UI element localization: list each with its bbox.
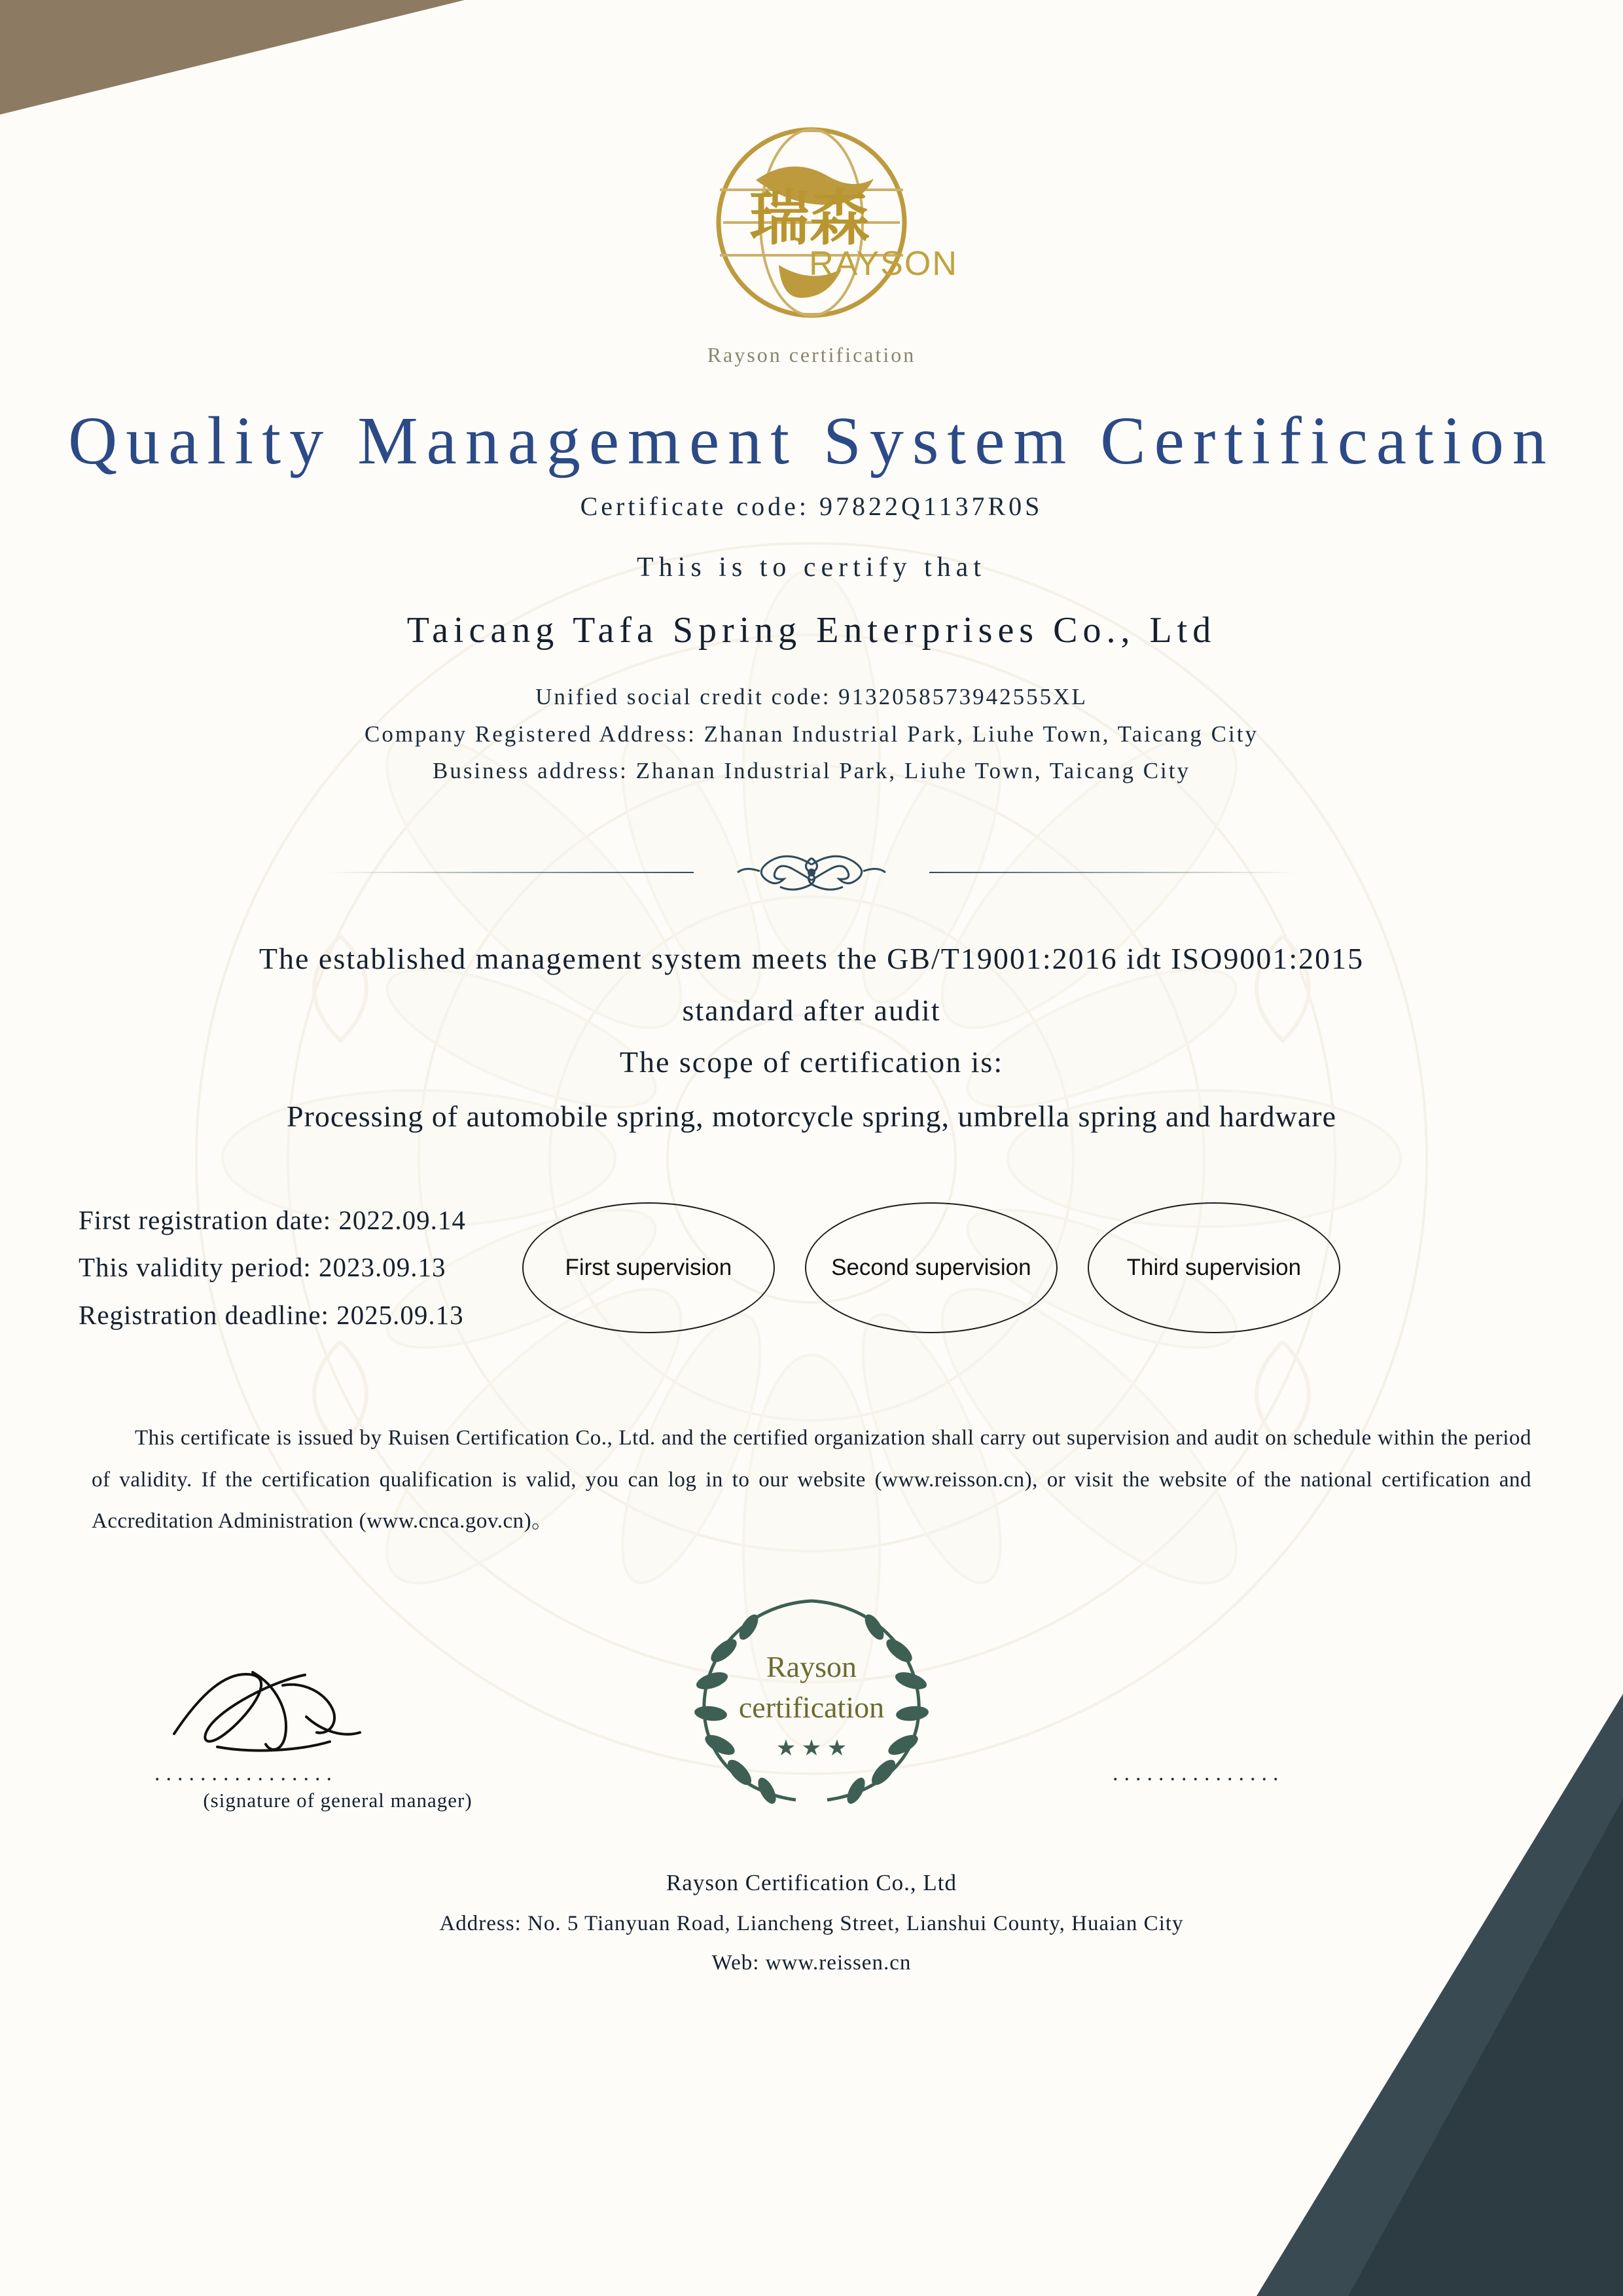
seal-line-2: certification [738, 1691, 885, 1725]
footer-organization: Rayson Certification Co., Ltd [666, 1870, 957, 1896]
supervision-area-first: First supervision [522, 1202, 775, 1333]
certification-scope: Processing of automobile spring, motorcycle spring, umbrella spring and hardware [286, 1099, 1337, 1133]
footer-web: Web: www.reissen.cn [711, 1951, 912, 1975]
statement-line-1: The established management system meets the GB/T19001:2016 idt ISO9001:2015 [259, 942, 1364, 976]
credit-code: Unified social credit code: 9132058573942555XL [535, 684, 1088, 710]
signature-dotted-line: ................ [154, 1761, 338, 1786]
footer-address: Address: No. 5 Tianyuan Road, Liancheng Street, Lianshui County, Huaian City [439, 1912, 1184, 1936]
brand-logo [0, 118, 1623, 367]
logo-caption: Rayson certification [707, 343, 916, 367]
divider-flourish-icon [704, 849, 919, 895]
supervision-stamp-areas [522, 1202, 1340, 1333]
registered-address: Company Registered Address: Zhanan Industrial Park, Liuhe Town, Taicang City [365, 721, 1258, 747]
supervision-area-second: Second supervision [805, 1202, 1058, 1333]
logo-latin-mark: RAYSON [809, 245, 958, 283]
validity-period: This validity period: 2023.09.13 [79, 1252, 446, 1283]
statement-line-3: The scope of certification is: [619, 1045, 1004, 1079]
certificate-code: Certificate code: 97822Q1137R0S [580, 492, 1043, 522]
logo-chinese-mark: 瑞森 [749, 185, 870, 252]
certify-statement: This is to certify that [637, 552, 986, 583]
page-title: Quality Management System Certification [68, 403, 1555, 478]
seal-stars: ★ ★ ★ [776, 1736, 847, 1761]
first-registration-date: First registration date: 2022.09.14 [79, 1204, 466, 1235]
seal-line-1: Rayson [766, 1650, 857, 1684]
handwritten-signature [154, 1655, 429, 1773]
divider-rule-left [327, 872, 694, 873]
divider-rule-right [929, 872, 1296, 873]
rayson-globe-icon [658, 118, 965, 334]
registration-deadline: Registration deadline: 2025.09.13 [79, 1300, 464, 1331]
stamp-dotted-line: ............... [1113, 1761, 1285, 1786]
date-block [79, 1196, 466, 1340]
business-address: Business address: Zhanan Industrial Park, Liuhe Town, Taicang City [432, 758, 1191, 784]
footer-block [0, 1862, 1623, 1982]
supervision-area-third: Third supervision [1088, 1202, 1340, 1333]
statement-line-2: standard after audit [682, 994, 941, 1028]
ornamental-divider [327, 849, 1296, 895]
signature-caption: (signature of general manager) [203, 1789, 473, 1812]
company-name: Taicang Tafa Spring Enterprises Co., Ltd [406, 610, 1217, 651]
certificate-note: This certificate is issued by Ruisen Certification Co., Ltd. and the certified organization shall carry out supervision and audit on schedule within the period of validity. If the certification qualification is valid, you can log in to our website (www.reisson.cn), or visit the website of the national certification and Accreditation Administration (www.cnca.gov.cn)。 [92, 1426, 1531, 1534]
